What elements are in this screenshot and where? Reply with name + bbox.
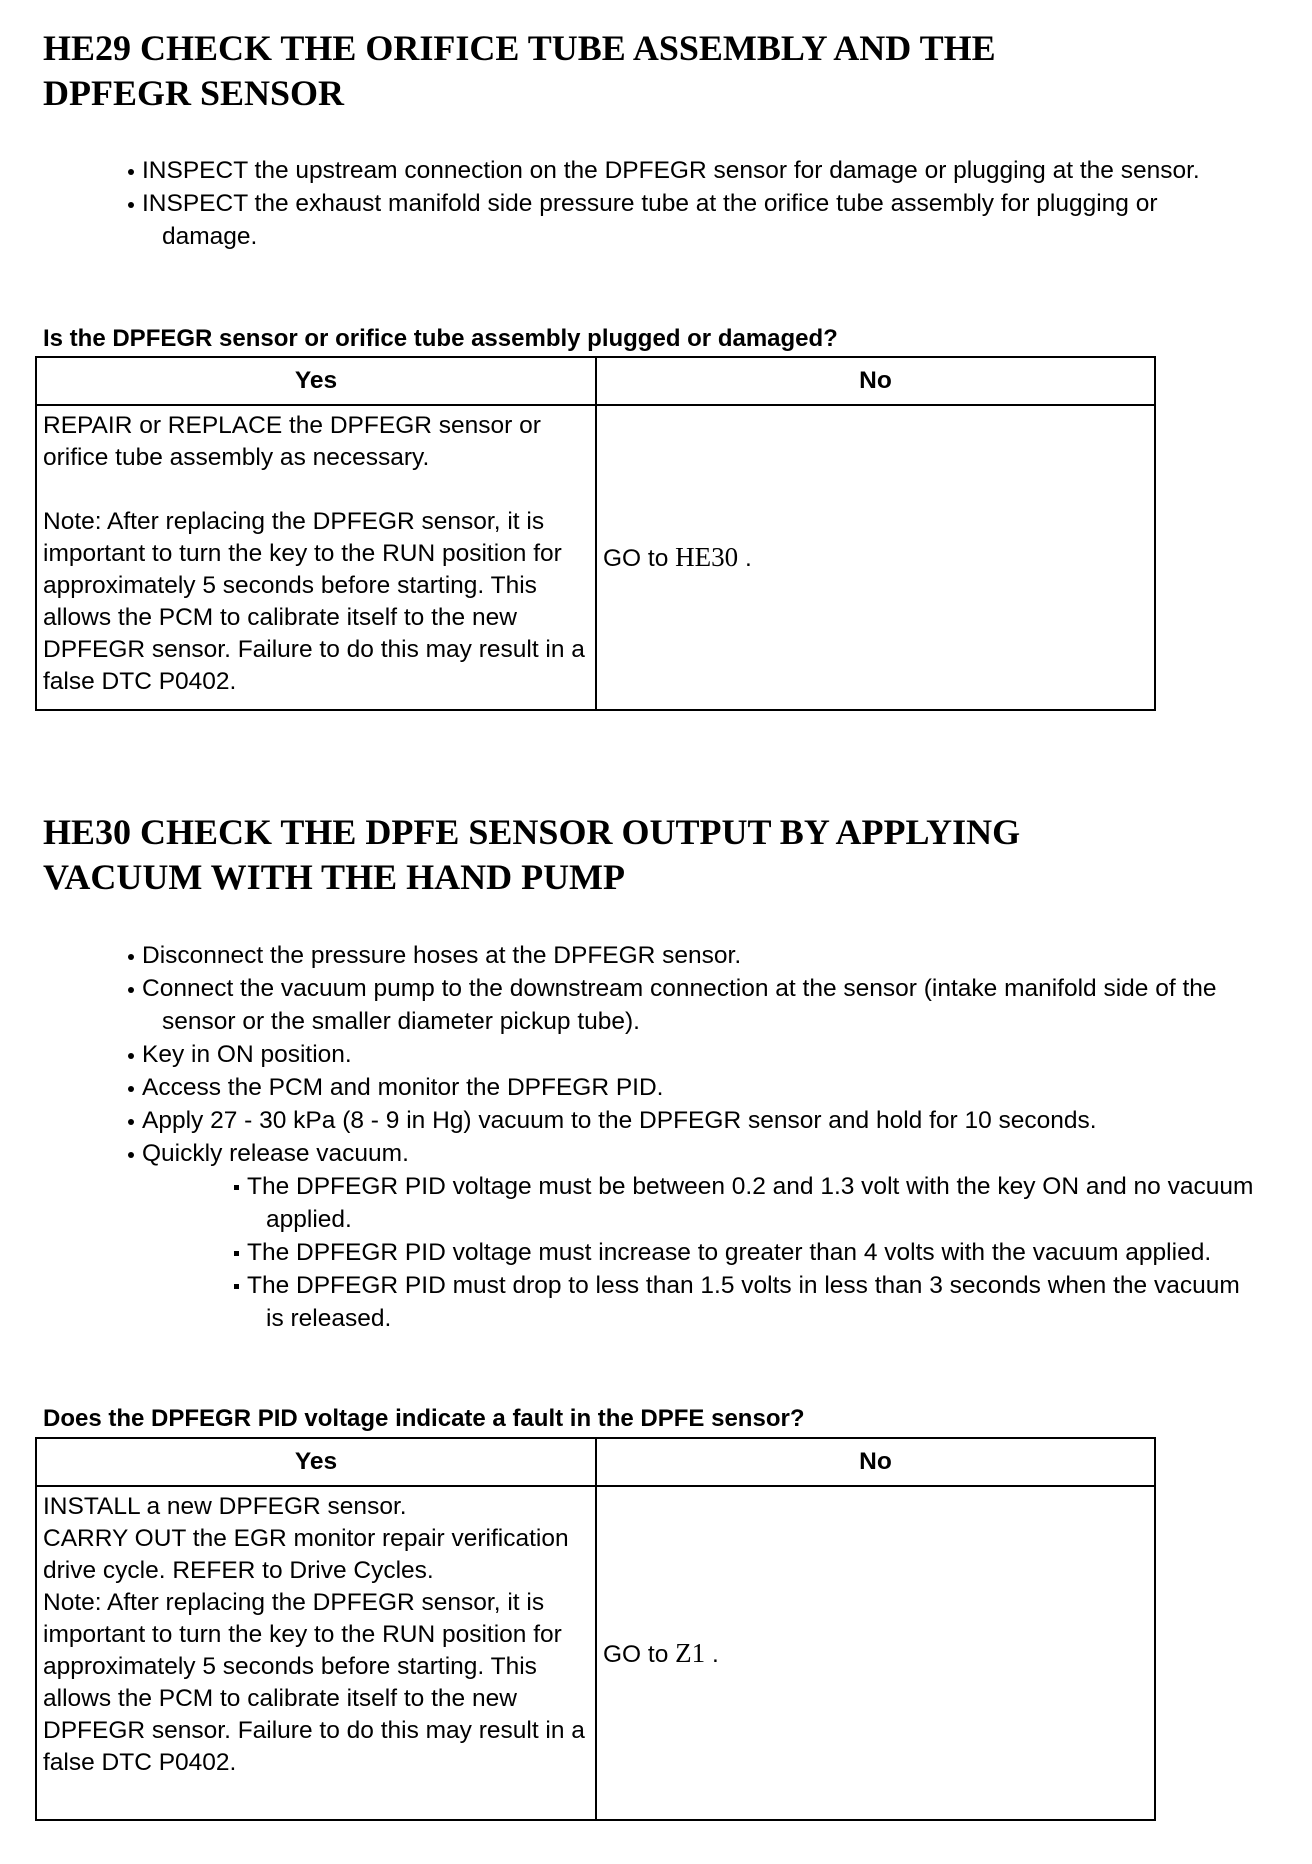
list-item: Quickly release vacuum.: [113, 1137, 1243, 1170]
no-header: No: [596, 357, 1155, 405]
he30-decision-table: [35, 1437, 1156, 1821]
yes-header: Yes: [36, 1438, 596, 1486]
goto-z1-link[interactable]: Z1: [675, 1637, 706, 1668]
yes-header: Yes: [36, 357, 596, 405]
title-line: DPFEGR SENSOR: [43, 73, 345, 113]
bullet-icon: [128, 1119, 134, 1125]
note-text: Note: After replacing the DPFEGR sensor, it is important to turn the key to the RUN position for approximately 5 seconds before starting. This allows the PCM to calibrate itself to the new DPFEGR sensor. Failure to do this may result in a false DTC P0402.: [43, 1589, 585, 1776]
title-line: VACUUM WITH THE HAND PUMP: [43, 857, 626, 897]
yes-cell: [36, 405, 596, 710]
list-item: Apply 27 - 30 kPa (8 - 9 in Hg) vacuum to the DPFEGR sensor and hold for 10 seconds.: [113, 1104, 1243, 1137]
list-item: The DPFEGR PID voltage must be between 0.2 and 1.3 volt with the key ON and no vacuum applied.: [223, 1170, 1263, 1236]
he30-substeps: [223, 1170, 1263, 1335]
bullet-icon: [234, 1185, 239, 1190]
bullet-icon: [128, 1152, 134, 1158]
title-line: HE29 CHECK THE ORIFICE TUBE ASSEMBLY AND THE: [43, 28, 996, 68]
section-title-he29: [43, 26, 996, 116]
bullet-icon: [234, 1251, 239, 1256]
action-text: REPAIR or REPLACE the DPFEGR sensor or orifice tube assembly as necessary.: [43, 412, 541, 471]
title-line: HE30 CHECK THE DPFE SENSOR OUTPUT BY APPLYING: [43, 812, 1021, 852]
list-item: Disconnect the pressure hoses at the DPFEGR sensor.: [113, 939, 1243, 972]
section-title-he30: [43, 810, 1020, 900]
he30-question: Does the DPFEGR PID voltage indicate a fault in the DPFE sensor?: [43, 1405, 805, 1432]
goto-he30-link[interactable]: HE30: [675, 542, 739, 572]
he29-steps: [113, 154, 1223, 253]
he29-decision-table: [35, 356, 1156, 711]
list-item: The DPFEGR PID must drop to less than 1.5 volts in less than 3 seconds when the vacuum is released.: [223, 1269, 1263, 1335]
bullet-icon: [128, 202, 134, 208]
no-cell: GO to Z1 .: [596, 1486, 1155, 1820]
bullet-icon: [234, 1284, 239, 1289]
bullet-icon: [128, 1086, 134, 1092]
list-item: Connect the vacuum pump to the downstream connection at the sensor (intake manifold side of the sensor or the smaller diameter pickup tube).: [113, 972, 1243, 1038]
he30-steps: [113, 939, 1243, 1170]
note-text: Note: After replacing the DPFEGR sensor, it is important to turn the key to the RUN position for approximately 5 seconds before starting. This allows the PCM to calibrate itself to the new DPFEGR sensor. Failure to do this may result in a false DTC P0402.: [43, 508, 585, 695]
bullet-icon: [128, 987, 134, 993]
bullet-icon: [128, 1053, 134, 1059]
yes-cell: [36, 1486, 596, 1820]
he29-question: Is the DPFEGR sensor or orifice tube assembly plugged or damaged?: [43, 325, 838, 352]
list-item: INSPECT the upstream connection on the DPFEGR sensor for damage or plugging at the sensor.: [113, 154, 1223, 187]
no-header: No: [596, 1438, 1155, 1486]
list-item: The DPFEGR PID voltage must increase to greater than 4 volts with the vacuum applied.: [223, 1236, 1263, 1269]
action-text: CARRY OUT the EGR monitor repair verification drive cycle. REFER to Drive Cycles.: [43, 1525, 569, 1584]
list-item: Key in ON position.: [113, 1038, 1243, 1071]
list-item: Access the PCM and monitor the DPFEGR PID.: [113, 1071, 1243, 1104]
no-cell: GO to HE30 .: [596, 405, 1155, 710]
list-item: INSPECT the exhaust manifold side pressure tube at the orifice tube assembly for plugging or damage.: [113, 187, 1223, 253]
bullet-icon: [128, 954, 134, 960]
action-text: INSTALL a new DPFEGR sensor.: [43, 1493, 407, 1520]
bullet-icon: [128, 169, 134, 175]
